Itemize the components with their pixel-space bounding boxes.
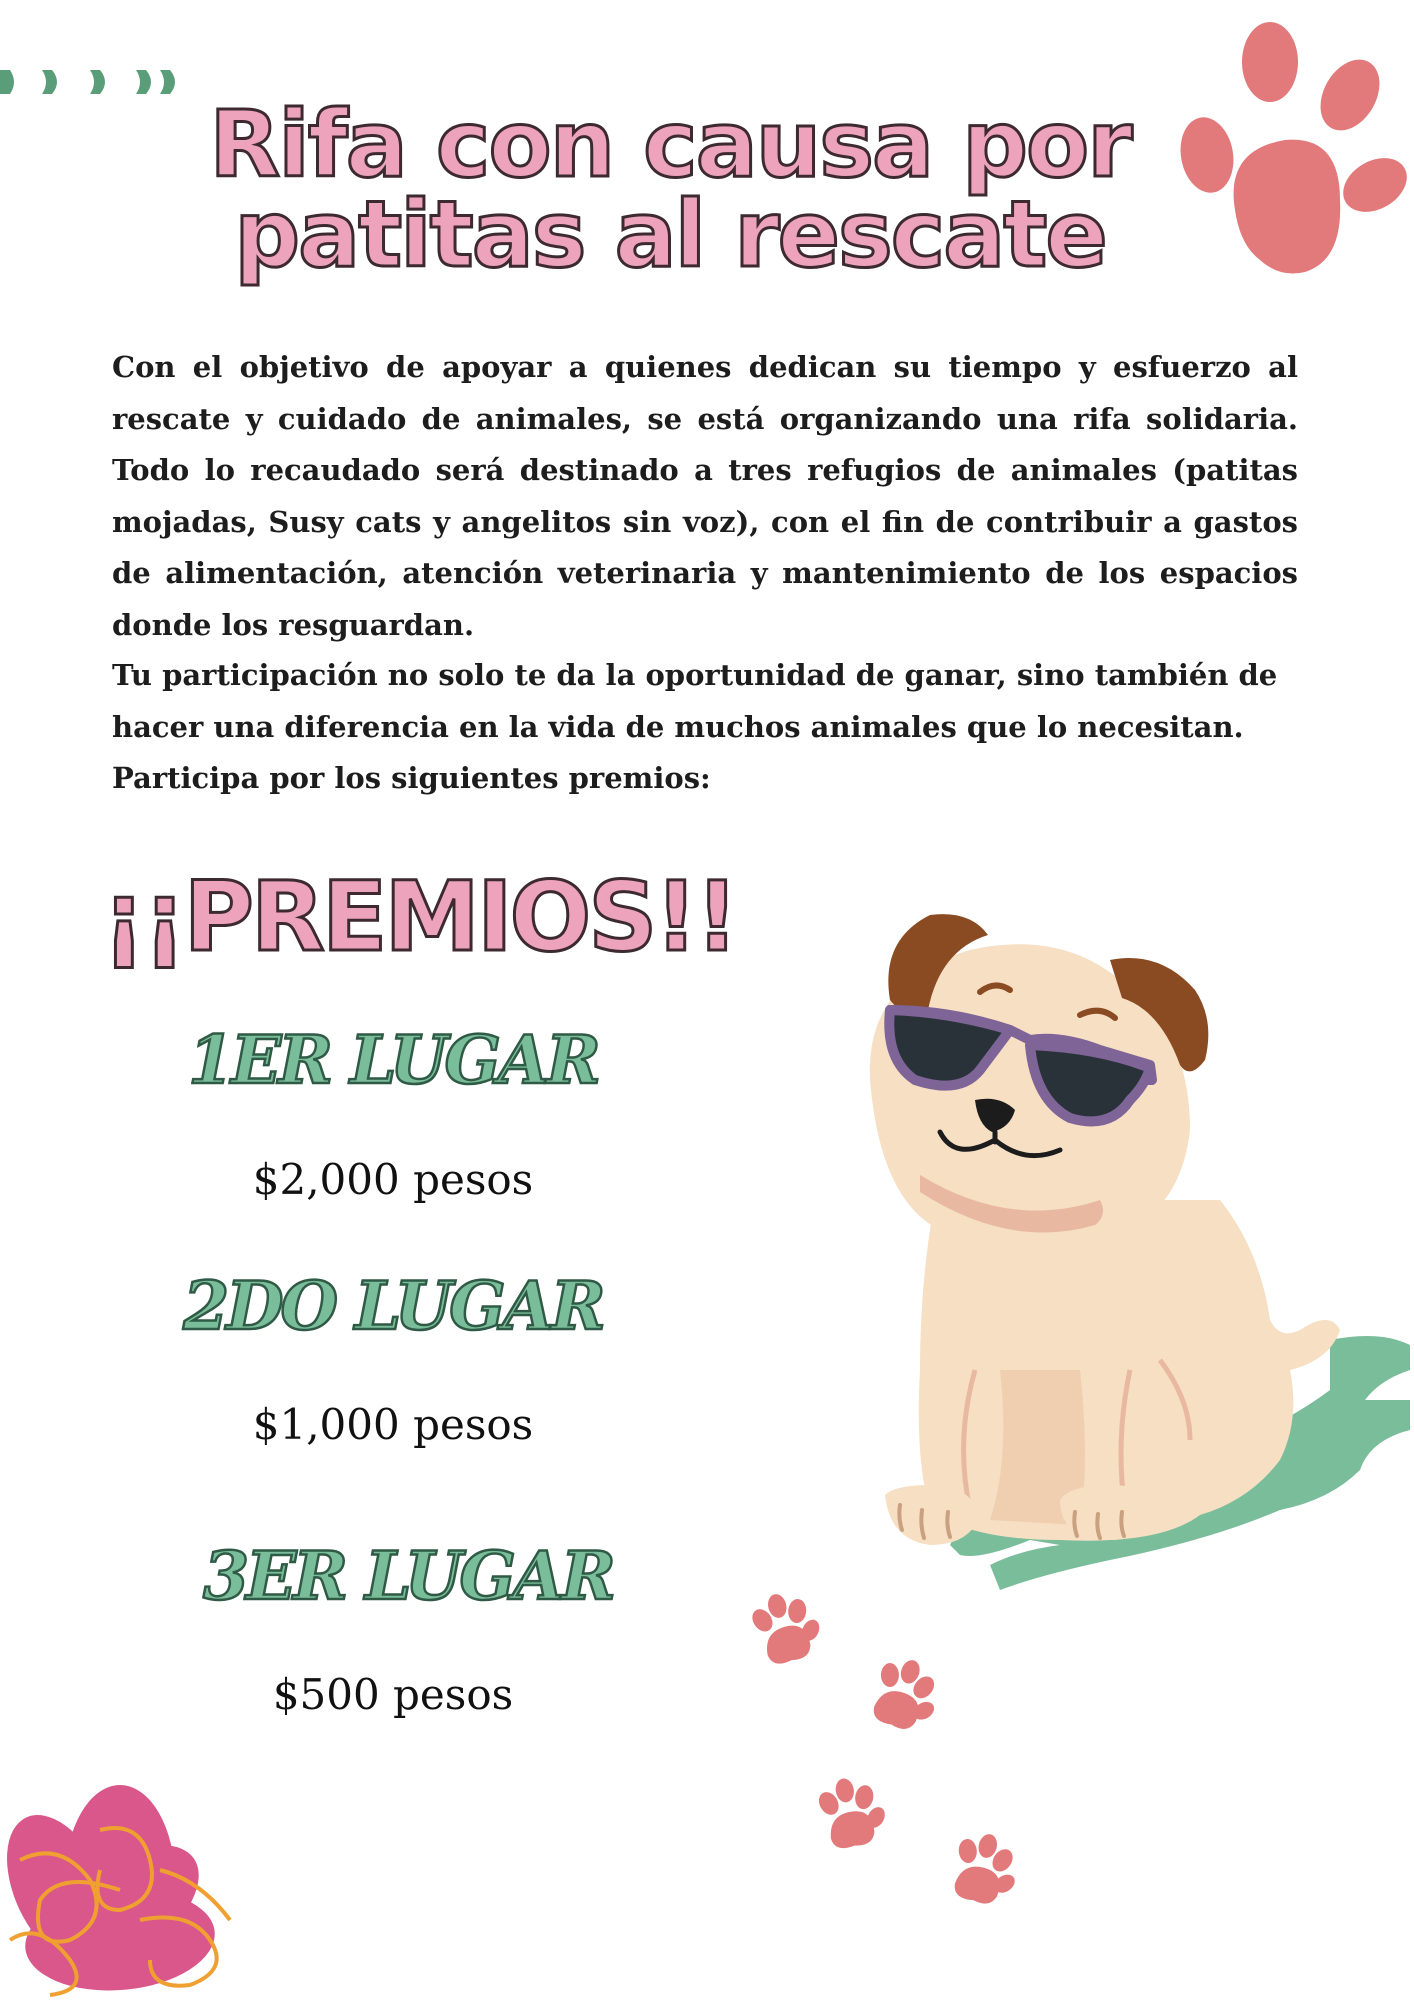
flower-decoration — [0, 1770, 300, 2000]
arrow-decoration — [0, 62, 200, 102]
first-place-amount: $2,000 pesos — [252, 1155, 534, 1204]
intro-paragraph: Con el objetivo de apoyar a quienes dedican su tiempo y esfuerzo al rescate y cuidado de animales, se está organizando una rifa solidaria. Todo lo recaudado será destinado a tres refugios de animales (patitas mojadas, Susy cats y angelitos sin voz), con el fin de contribuir a gastos de alimentación, atención veterinaria y mantenimiento de los espacios donde los resguardan. — [112, 350, 1298, 642]
third-place-label: 3ER LUGAR — [203, 1537, 613, 1615]
prizes-heading: ¡¡PREMIOS!! — [102, 861, 736, 973]
poster-title: Rifa con causa por patitas al rescate — [209, 91, 1131, 288]
participation-paragraph: Tu participación no solo te da la oportunidad de ganar, sino también de hacer una diferencia en la vida de muchos animales que lo necesitan. Participa por los siguientes premios: — [112, 658, 1278, 795]
second-place-amount: $1,000 pesos — [252, 1400, 534, 1449]
dog-with-sunglasses-illustration — [860, 900, 1410, 1660]
third-place-amount: $500 pesos — [272, 1670, 514, 1719]
first-place-label: 1ER LUGAR — [188, 1021, 598, 1099]
paw-print-icon — [1165, 10, 1410, 285]
paw-prints-trail — [730, 1580, 1050, 1920]
second-place-label: 2DO LUGAR — [183, 1267, 603, 1345]
